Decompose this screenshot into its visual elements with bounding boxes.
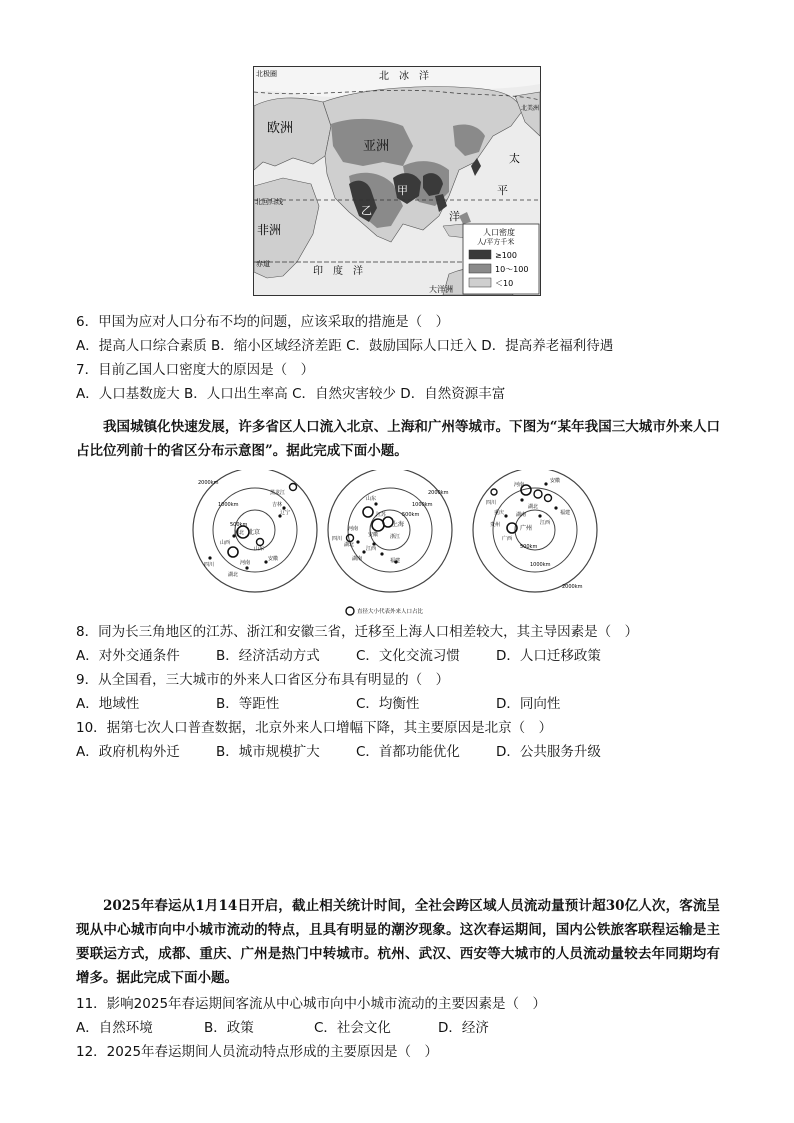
q9-option-b: B．等距性 <box>216 696 280 712</box>
guangzhou-ring-2000: 2000km <box>562 584 583 590</box>
q9-option-a: A．地域性 <box>76 696 140 712</box>
circle-diagrams-svg <box>190 470 610 620</box>
guangzhou-prov-9: 广西 <box>502 536 513 542</box>
shanghai-center-label: 上海 <box>392 521 405 528</box>
q8-option-b: B．经济活动方式 <box>216 648 320 664</box>
beijing-prov-4: 河北 <box>234 530 245 536</box>
guangzhou-prov-2: 安徽 <box>550 478 561 484</box>
shanghai-prov-3: 安徽 <box>368 532 379 538</box>
population-density-map <box>253 66 541 296</box>
indian-ocean-label: 印 度 洋 <box>313 266 363 277</box>
guangzhou-center-label: 广州 <box>520 525 533 532</box>
pacific-label-1: 太 <box>509 152 520 165</box>
q10-option-d: D．公共服务升级 <box>496 744 601 760</box>
q10-stem: 10．据第七次人口普查数据，北京外来人口增幅下降，其主要原因是北京（ ） <box>76 720 553 736</box>
shanghai-prov-8: 湖南 <box>352 556 363 562</box>
legend-title: 人口密度 <box>483 228 515 237</box>
guangzhou-prov-1: 河南 <box>514 482 525 488</box>
guangzhou-prov-3: 湖北 <box>528 504 539 510</box>
beijing-ring-500: 500km <box>230 522 248 528</box>
beijing-prov-8: 安徽 <box>268 556 279 562</box>
q8-option-c: C．文化交流习惯 <box>356 648 460 664</box>
legend-label-mid: 10～100 <box>495 265 529 274</box>
beijing-prov-5: 山西 <box>220 540 231 546</box>
guangzhou-prov-6: 湖南 <box>516 512 527 518</box>
migration-circle-diagrams <box>190 470 610 620</box>
shanghai-prov-1: 山东 <box>366 496 377 502</box>
shanghai-prov-10: 福建 <box>390 558 401 564</box>
asia-label: 亚洲 <box>363 139 390 154</box>
q11-option-b: B．政策 <box>204 1020 254 1036</box>
beijing-ring-1000: 1000km <box>218 502 239 508</box>
beijing-prov-2: 吉林 <box>272 502 283 508</box>
shanghai-ring-1000: 1000km <box>412 502 433 508</box>
shanghai-diagram <box>328 470 452 592</box>
diagram-legend-text: 直径大小代表外来人口占比 <box>357 609 424 615</box>
oceania-label: 大洋洲 <box>429 285 453 294</box>
beijing-prov-3: 辽宁 <box>280 510 291 516</box>
q11-option-a: A．自然环境 <box>76 1020 153 1036</box>
shanghai-ring-500: 500km <box>402 512 420 518</box>
q8-stem: 8．同为长三角地区的江苏、浙江和安徽三省，迁移至上海人口相差较大，其主导因素是（ ） <box>76 624 639 640</box>
legend-swatch-low <box>469 278 491 287</box>
shanghai-prov-6: 江西 <box>366 546 377 552</box>
arctic-ocean-label: 北 冰 洋 <box>379 71 429 82</box>
shanghai-prov-4: 河南 <box>348 526 359 532</box>
shanghai-prov-9: 四川 <box>332 536 343 542</box>
passage-spring-festival: 2025年春运从1月14日开启，截止相关统计时间，全社会跨区域人员流动量预计超30亿人次，客流呈现从中心城市向中小城市流动的特点，且具有明显的潮汐现象。这次春运期间，国内公铁旅客联程运输是主要联运方式，成都、重庆、广州是热门中转城市。杭州、武汉、西安等大城市的人员流动量较去年同期均有增多。据此完成下面小题。 <box>76 898 720 986</box>
beijing-center-label: 北京 <box>248 529 261 536</box>
q6-options: A．提高人口综合素质 B．缩小区域经济差距 C．鼓励国际人口迁入 D．提高养老福利待遇 <box>76 338 614 354</box>
beijing-ring-2000: 2000km <box>198 480 219 486</box>
beijing-prov-6: 山东 <box>254 546 265 552</box>
q12-stem: 12．2025年春运期间人员流动特点形成的主要原因是（ ） <box>76 1044 439 1060</box>
q6-stem: 6．甲国为应对人口分布不均的问题，应该采取的措施是（ ） <box>76 314 450 330</box>
legend-swatch-high <box>469 250 491 259</box>
tropic-of-cancer-label: 北回归线 <box>255 198 283 206</box>
passage-urbanization: 我国城镇化快速发展，许多省区人口流入北京、上海和广州等城市。下图为“某年我国三大城市外来人口占比位列前十的省区分布示意图”。据此完成下面小题。 <box>76 419 720 459</box>
arctic-circle-label: 北极圈 <box>256 70 277 78</box>
pacific-label-3: 洋 <box>449 210 460 223</box>
q11-options <box>76 1019 489 1037</box>
guangzhou-prov-10: 贵州 <box>490 522 501 528</box>
shanghai-ring-2000: 2000km <box>428 490 449 496</box>
beijing-prov-10: 四川 <box>204 562 215 568</box>
q10-options <box>76 743 601 761</box>
q11-option-d: D．经济 <box>438 1020 489 1036</box>
pacific-label-2: 平 <box>497 184 508 197</box>
country-yi-label: 乙 <box>361 204 372 217</box>
map-legend <box>463 224 539 294</box>
guangzhou-diagram <box>473 470 597 592</box>
equator-label: 赤道 <box>256 260 270 268</box>
q9-stem: 9．从全国看，三大城市的外来人口省区分布具有明显的（ ） <box>76 672 450 688</box>
shanghai-prov-7: 湖北 <box>344 542 355 548</box>
beijing-prov-7: 河南 <box>240 560 251 566</box>
europe-label: 欧洲 <box>267 121 294 136</box>
q7-options: A．人口基数庞大 B．人口出生率高 C．自然灾害较少 D．自然资源丰富 <box>76 386 506 402</box>
north-america-label: 北美洲 <box>521 105 540 112</box>
country-jia-label: 甲 <box>397 184 408 197</box>
map-figure <box>253 66 541 296</box>
guangzhou-prov-7: 江西 <box>540 520 551 526</box>
beijing-prov-1: 黑龙江 <box>270 490 286 496</box>
diagram-legend-symbol <box>346 607 354 615</box>
q9-option-c: C．均衡性 <box>356 696 420 712</box>
legend-label-high: ≥100 <box>495 251 517 260</box>
guangzhou-ring-500: 500km <box>520 544 538 550</box>
guangzhou-prov-4: 四川 <box>486 500 497 506</box>
q9-options <box>76 695 560 713</box>
beijing-prov-9: 湖北 <box>228 572 239 578</box>
q8-option-d: D．人口迁移政策 <box>496 648 601 664</box>
q10-option-c: C．首都功能优化 <box>356 744 460 760</box>
q8-option-a: A．对外交通条件 <box>76 648 180 664</box>
beijing-diagram <box>193 470 317 592</box>
q7-stem: 7．目前乙国人口密度大的原因是（ ） <box>76 362 315 378</box>
guangzhou-prov-8: 福建 <box>560 510 571 516</box>
legend-swatch-mid <box>469 264 491 273</box>
q9-option-d: D．同向性 <box>496 696 561 712</box>
legend-label-low: ＜10 <box>495 279 514 288</box>
q8-options <box>76 647 601 665</box>
q10-option-a: A．政府机构外迁 <box>76 744 180 760</box>
q11-stem: 11．影响2025年春运期间客流从中心城市向中小城市流动的主要因素是（ ） <box>76 996 547 1012</box>
legend-unit: 人/平方千米 <box>477 238 515 246</box>
guangzhou-prov-5: 重庆 <box>494 510 505 516</box>
q10-option-b: B．城市规模扩大 <box>216 744 320 760</box>
africa-label: 非洲 <box>257 223 282 237</box>
guangzhou-ring-1000: 1000km <box>530 562 551 568</box>
shanghai-prov-2: 江苏 <box>376 512 387 518</box>
q11-option-c: C．社会文化 <box>314 1020 391 1036</box>
shanghai-prov-5: 浙江 <box>390 534 401 540</box>
